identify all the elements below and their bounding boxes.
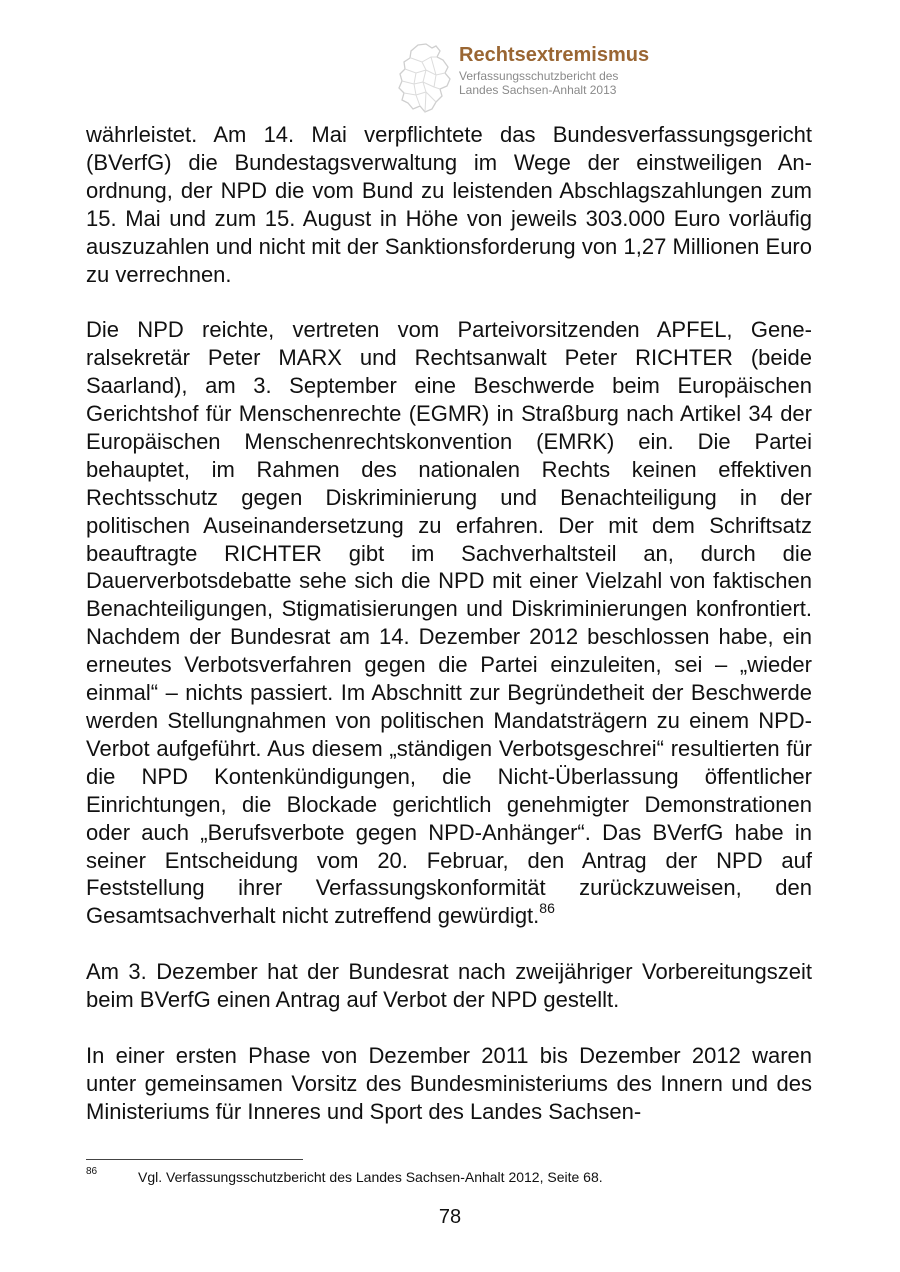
footnote-number: 86 [86, 1166, 98, 1177]
header-subtitle-line1: Verfassungsschutzbericht des [459, 69, 619, 83]
footnote-separator [86, 1159, 303, 1160]
paragraph-4 [86, 1042, 812, 1126]
saxony-anhalt-map-icon [396, 42, 454, 114]
page-number: 78 [438, 1206, 462, 1228]
body-text [86, 121, 812, 1153]
paragraph-1-text: währleistet. Am 14. Mai verpflichtete das Bundesverfassungsgericht (BVerfG) die Bundestagsverwaltung im Wege der einstweiligen Anordnung, der NPD die vom Bund zu leistenden Abschlagszahlungen zum 15. Mai und zum 15. August in Höhe von jeweils 303.000 Euro vorläufig auszuzahlen und nicht mit der Sanktionsforderung von 1,27 Millionen Euro zu verrechnen. [86, 122, 812, 287]
paragraph-3 [86, 958, 812, 1014]
page-header [396, 42, 696, 116]
paragraph-4-text: In einer ersten Phase von Dezember 2011 bis Dezember 2012 waren unter gemeinsamen Vorsitz des Bundesministeriums des Innern und des Ministeriums für Inneres und Sport des Landes Sachsen- [86, 1042, 812, 1124]
footnote-reference[interactable]: 86 [539, 900, 555, 917]
paragraph-2 [86, 316, 812, 930]
paragraph-3-text: Am 3. Dezember hat der Bundesrat nach zweijähriger Vorbereitungszeit beim BVerfG einen Antrag auf Verbot der NPD gestellt. [86, 959, 812, 1013]
header-title: Rechtsextremismus [459, 44, 650, 66]
paragraph-2-text: Die NPD reichte, vertreten vom Parteivorsitzenden APFEL, Generalsekretär Peter MARX und Rechtsanwalt Peter RICHTER (beide Saarland), am 3. September eine Beschwerde beim Europäischen Gerichtshof für Menschenrechte (EGMR) in Straßburg nach Artikel 34 der Europäischen Menschenrechtskonvention (EMRK) ein. Die Partei behauptet, im Rahmen des nationalen Rechts keinen effektiven Rechtsschutz gegen Diskriminierung und Benachteiligung in der politischen Auseinandersetzung zu erfahren. Der mit dem Schriftsatz beauftragte RICHTER gibt im Sachverhaltsteil an, durch die Dauerverbotsdebatte sehe sich die NPD mit einer Vielzahl von faktischen Benachteiligungen, Stigmatisierungen und Diskriminierungen konfrontiert. Nachdem der Bundesrat am 14. Dezember 2012 beschlossen habe, ein erneutes Verbotsverfahren gegen die Partei einzuleiten, sei – „wieder einmal“ – nichts passiert. Im Abschnitt zur Begründetheit der Beschwerde werden Stellungnahmen von politischen Mandatsträgern zu einem NPD-Verbot aufgeführt. Aus diesem „ständigen Verbotsgeschrei“ resultierten für die NPD Kontenkündigungen, die Nicht-Überlassung öffentlicher Einrichtungen, die Blockade gerichtlich genehmigter Demonstrationen oder auch „Berufsverbote gegen NPD-Anhänger“. Das BVerfG habe in seiner Entscheidung vom 20. Februar, den Antrag der NPD auf Feststellung ihrer Verfassungskonformität zurückzuweisen, den Gesamtsachverhalt nicht zutreffend gewürdigt. [86, 317, 812, 929]
paragraph-1 [86, 121, 812, 288]
header-subtitle-line2: Landes Sachsen-Anhalt 2013 [459, 83, 617, 97]
footnote-text: Vgl. Verfassungsschutzbericht des Landes Sachsen-Anhalt 2012, Seite 68. [138, 1169, 603, 1185]
